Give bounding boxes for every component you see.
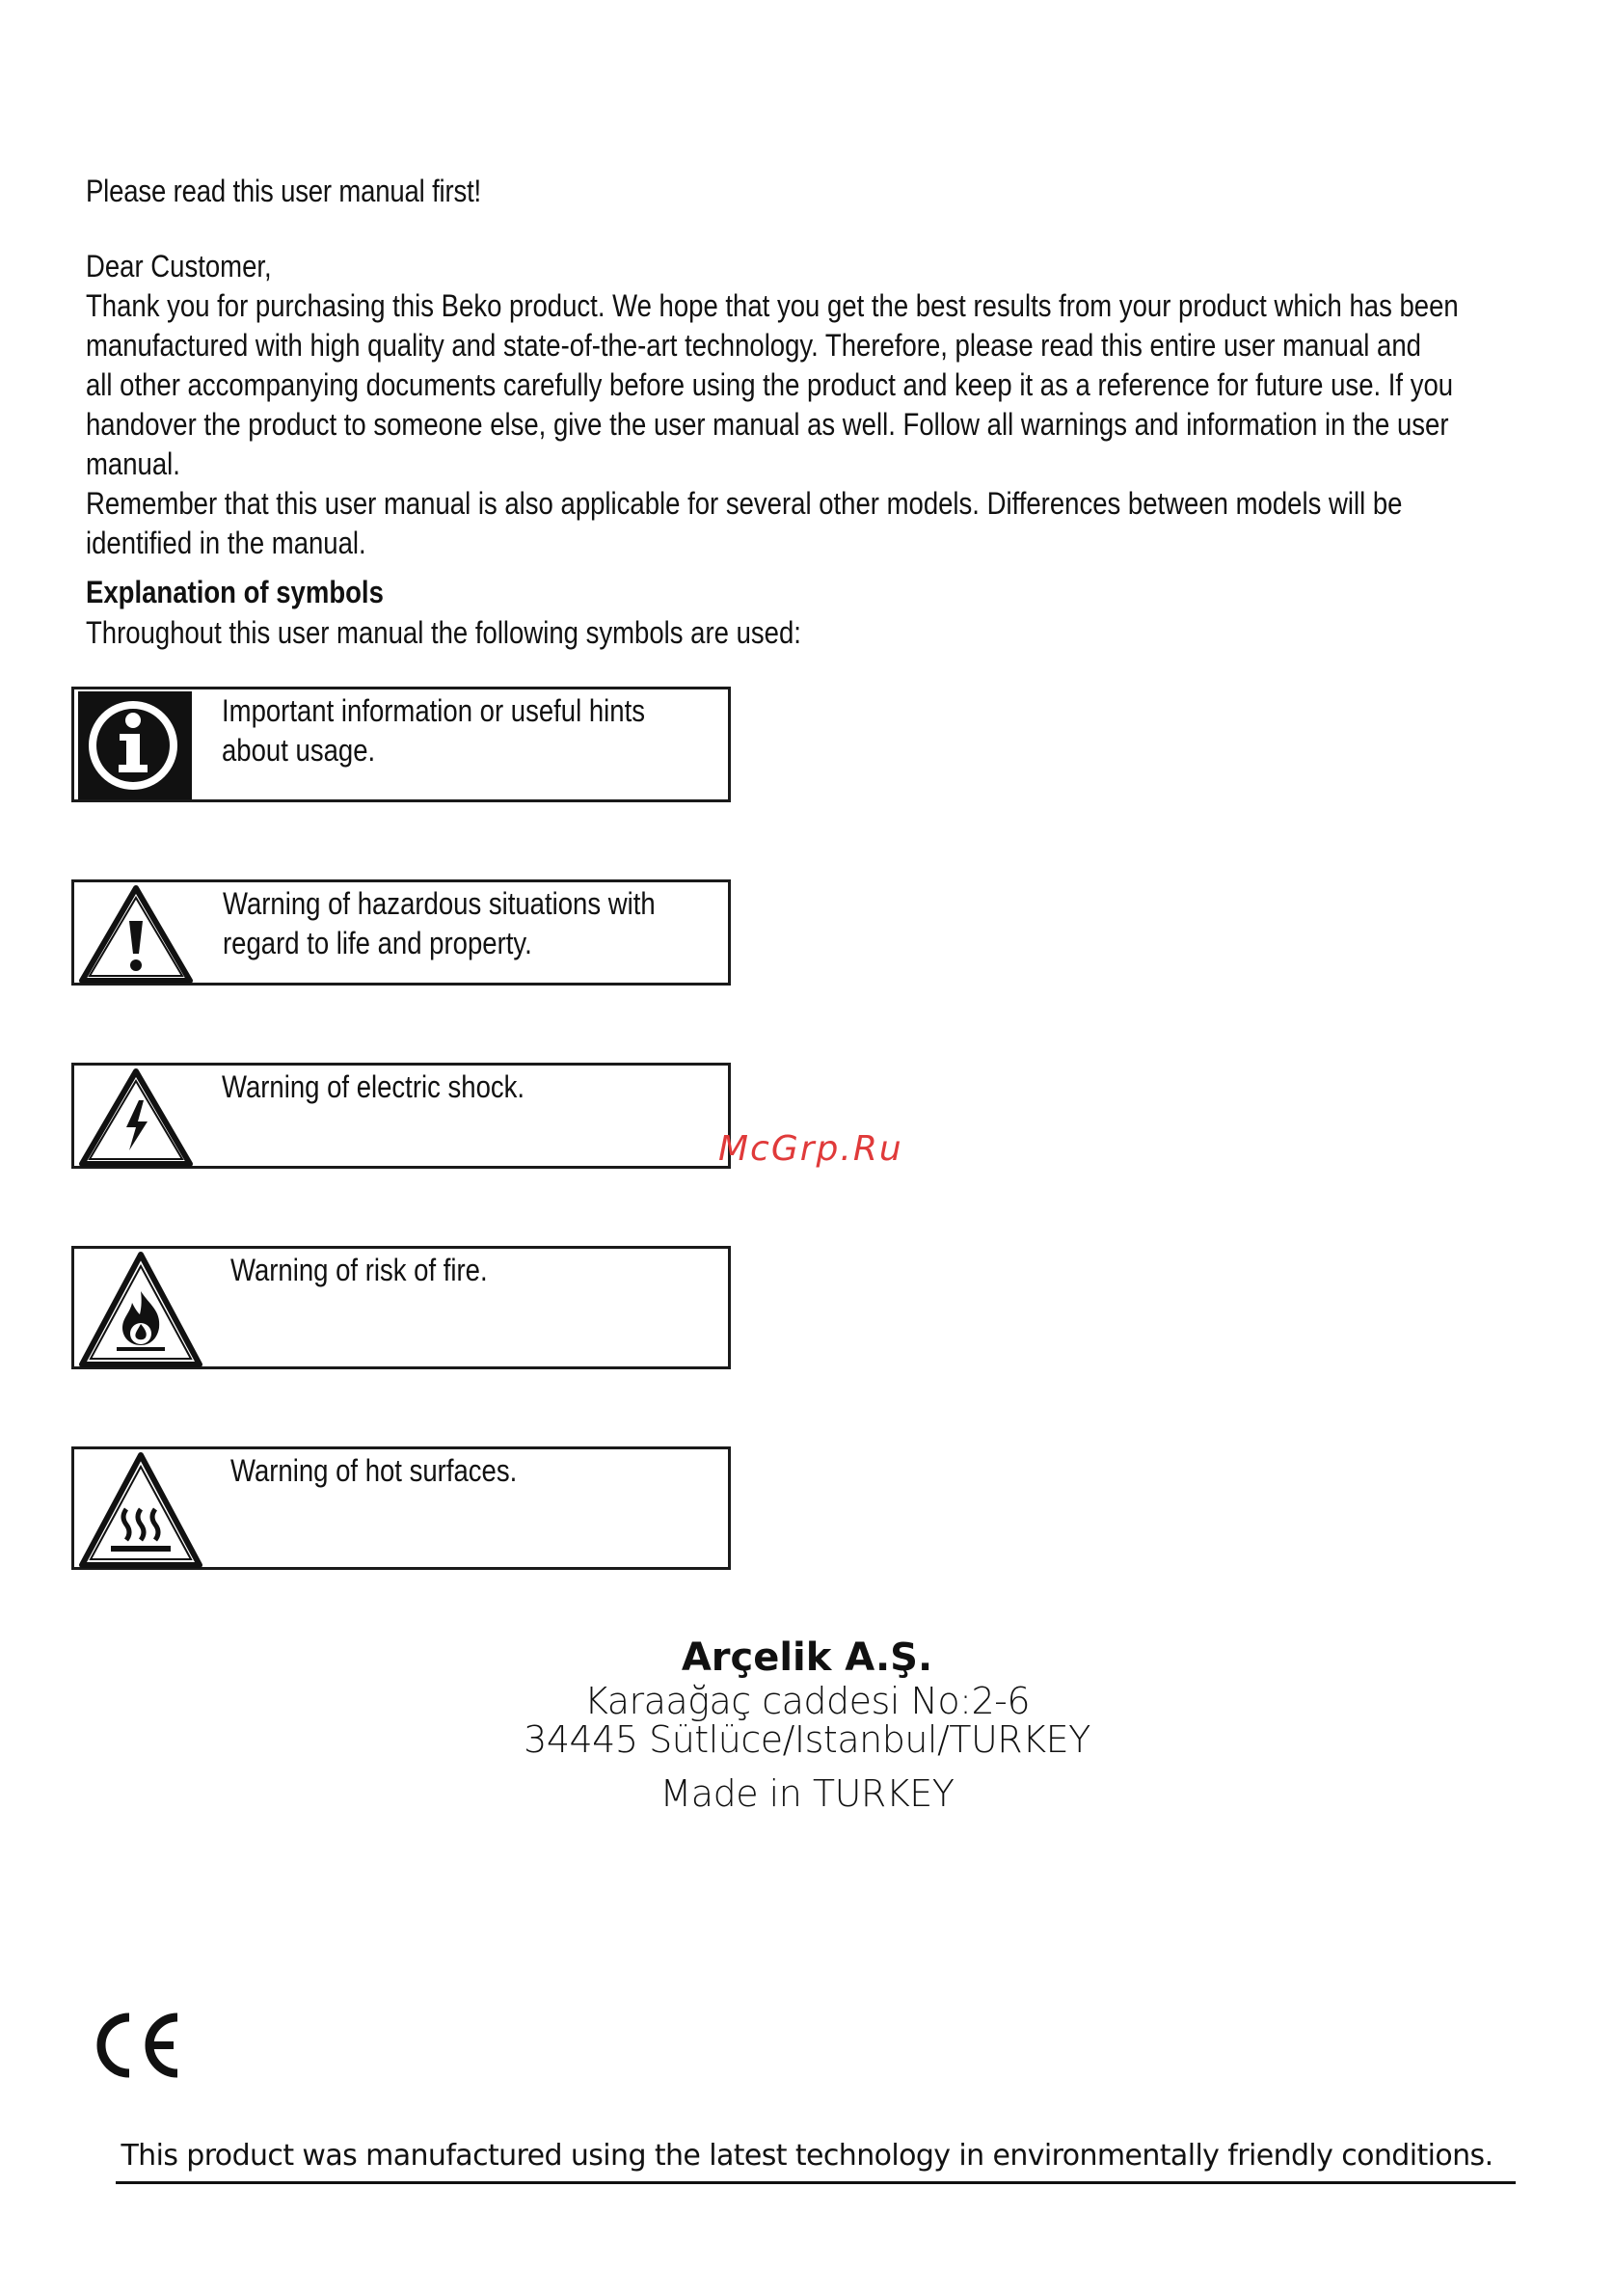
symbol-text-line: regard to life and property. xyxy=(223,926,532,960)
symbol-text xyxy=(230,1451,517,1491)
symbol-text-line: about usage. xyxy=(222,733,376,768)
intro-line: Thank you for purchasing this Beko product. We hope that you get the best results from your product which has been xyxy=(86,288,1459,323)
intro-line: handover the product to someone else, give the user manual as well. Follow all warnings and information in the user xyxy=(86,407,1449,442)
intro-line: all other accompanying documents carefully before using the product and keep it as a reference for future use. If you xyxy=(86,367,1454,402)
watermark: McGrp.Ru xyxy=(718,1129,903,1169)
fire-risk-icon xyxy=(78,1251,203,1373)
symbols-intro: Throughout this user manual the following symbols are used: xyxy=(86,615,801,650)
footer-note: This product was manufactured using the latest technology in environmentally friendly conditions. xyxy=(121,2139,1493,2173)
symbol-text-line: Warning of hazardous situations with xyxy=(223,886,656,921)
ce-mark-icon xyxy=(91,2012,187,2084)
symbol-text xyxy=(223,884,656,963)
symbol-text xyxy=(222,691,645,770)
intro-text xyxy=(86,247,1520,563)
symbol-box-fire xyxy=(71,1246,731,1369)
symbol-text-line: Warning of hot surfaces. xyxy=(230,1453,518,1488)
intro-line: manual. xyxy=(86,446,180,481)
symbol-text xyxy=(222,1067,525,1107)
company-name: Arçelik A.Ş. xyxy=(681,1635,933,1680)
made-in: Made in TURKEY xyxy=(659,1772,955,1815)
company-address-line2: 34445 Sütlüce/Istanbul/TURKEY xyxy=(524,1718,1090,1761)
symbols-title: Explanation of symbols xyxy=(86,575,384,609)
intro-line: manufactured with high quality and state-of-the-art technology. Therefore, please read this entire user manual and xyxy=(86,328,1421,363)
greeting: Dear Customer, xyxy=(86,249,272,284)
exclamation-warning-icon xyxy=(78,884,194,989)
electric-shock-icon xyxy=(78,1067,194,1173)
symbol-box-info xyxy=(71,687,731,802)
intro-line: identified in the manual. xyxy=(86,526,366,560)
symbol-box-electric xyxy=(71,1063,731,1169)
page-heading: Please read this user manual first! xyxy=(86,174,482,208)
footer-divider xyxy=(116,2181,1516,2184)
intro-line: Remember that this user manual is also applicable for several other models. Differences between models will be xyxy=(86,486,1403,521)
company-address-line1: Karaağaç caddesi No:2-6 xyxy=(583,1680,1031,1722)
symbol-text-line: Warning of electric shock. xyxy=(222,1069,525,1104)
symbol-text xyxy=(230,1251,488,1290)
hot-surface-icon xyxy=(78,1451,203,1574)
symbol-text-line: Important information or useful hints xyxy=(222,693,646,728)
symbol-box-hot xyxy=(71,1446,731,1570)
info-icon xyxy=(78,691,192,804)
symbol-box-hazard xyxy=(71,879,731,986)
symbol-text-line: Warning of risk of fire. xyxy=(230,1253,488,1287)
